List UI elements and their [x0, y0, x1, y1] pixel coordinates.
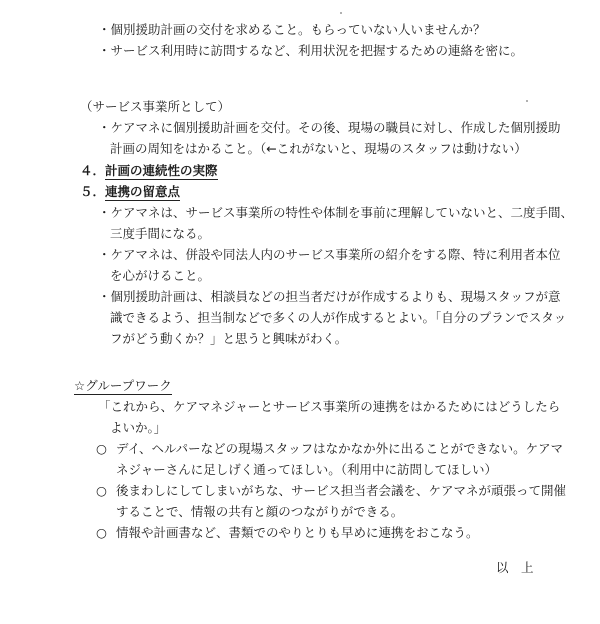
service-provider-line-2: 計画の周知をはかること。（←これがないと、現場のスタッフは動けない） [110, 141, 527, 156]
top-bullet-1: ・個別援助計画の交付を求めること。もらっていない人いませんか？ [98, 22, 486, 37]
section-5-heading [80, 184, 180, 200]
answer-1-line-1: デイ、ヘルパーなどの現場スタッフはなかなか外に出ることができない。ケアマ [116, 441, 564, 456]
group-work-title: ☆グループワーク [74, 378, 172, 393]
section-4-heading [80, 163, 218, 179]
s5-bullet-1-line-2: 三度手間になる。 [110, 226, 211, 241]
group-work-question-line-1: 「これから、ケアマネジャーとサービス事業所の連携をはかるためにはどうしたら [98, 399, 561, 414]
section-4-title: 計画の連続性の実際 [105, 163, 218, 178]
scan-speck [340, 12, 342, 14]
s5-bullet-3-line-2: 識できるよう、担当制などで多くの人が作成するとよい。「自分のプランでスタッ [110, 310, 567, 325]
section-5-number: ５． [80, 184, 106, 199]
answer-2-line-1: 後まわしにしてしまいがちな、サービス担当者会議を、ケアマネが頑張って開催 [116, 483, 567, 498]
scan-speck [526, 100, 528, 102]
group-work-heading [74, 378, 172, 394]
s5-bullet-2-line-2: を心がけること。 [110, 268, 211, 283]
answer-1-marker: ○ [96, 441, 107, 456]
answer-2-line-2: することで、情報の共有と顔のつながりができる。 [116, 504, 404, 519]
section-5-title: 連携の留意点 [105, 184, 181, 199]
service-provider-line-1: ・ケアマネに個別援助計画を交付。その後、現場の職員に対し、作成した個別援助 [98, 120, 561, 135]
s5-bullet-1-line-1: ・ケアマネは、サービス事業所の特性や体制を事前に理解していないと、二度手間、 [98, 205, 574, 220]
section-4-number: ４． [80, 163, 106, 178]
service-provider-heading: （サービス事業所として） [80, 99, 231, 114]
s5-bullet-3-line-1: ・個別援助計画は、相談員などの担当者だけが作成するよりも、現場スタッフが意 [98, 289, 561, 304]
answer-3-marker: ○ [96, 525, 107, 540]
group-work-question-line-2: よいか。」 [110, 420, 167, 435]
closing-mark: 以 上 [496, 560, 534, 575]
s5-bullet-3-line-3: フがどう動くか？」と思うと興味がわく。 [110, 331, 348, 346]
answer-1-line-2: ネジャーさんに足しげく通ってほしい。（利用中に訪問してほしい） [116, 462, 498, 477]
answer-2-marker: ○ [96, 483, 107, 498]
s5-bullet-2-line-1: ・ケアマネは、併設や同法人内のサービス事業所の紹介をする際、特に利用者本位 [98, 247, 561, 262]
answer-3-line-1: 情報や計画書など、書類でのやりとりも早めに連携をおこなう。 [116, 525, 479, 540]
top-bullet-2: ・サービス利用時に訪問するなど、利用状況を把握するための連絡を密に。 [98, 43, 524, 58]
